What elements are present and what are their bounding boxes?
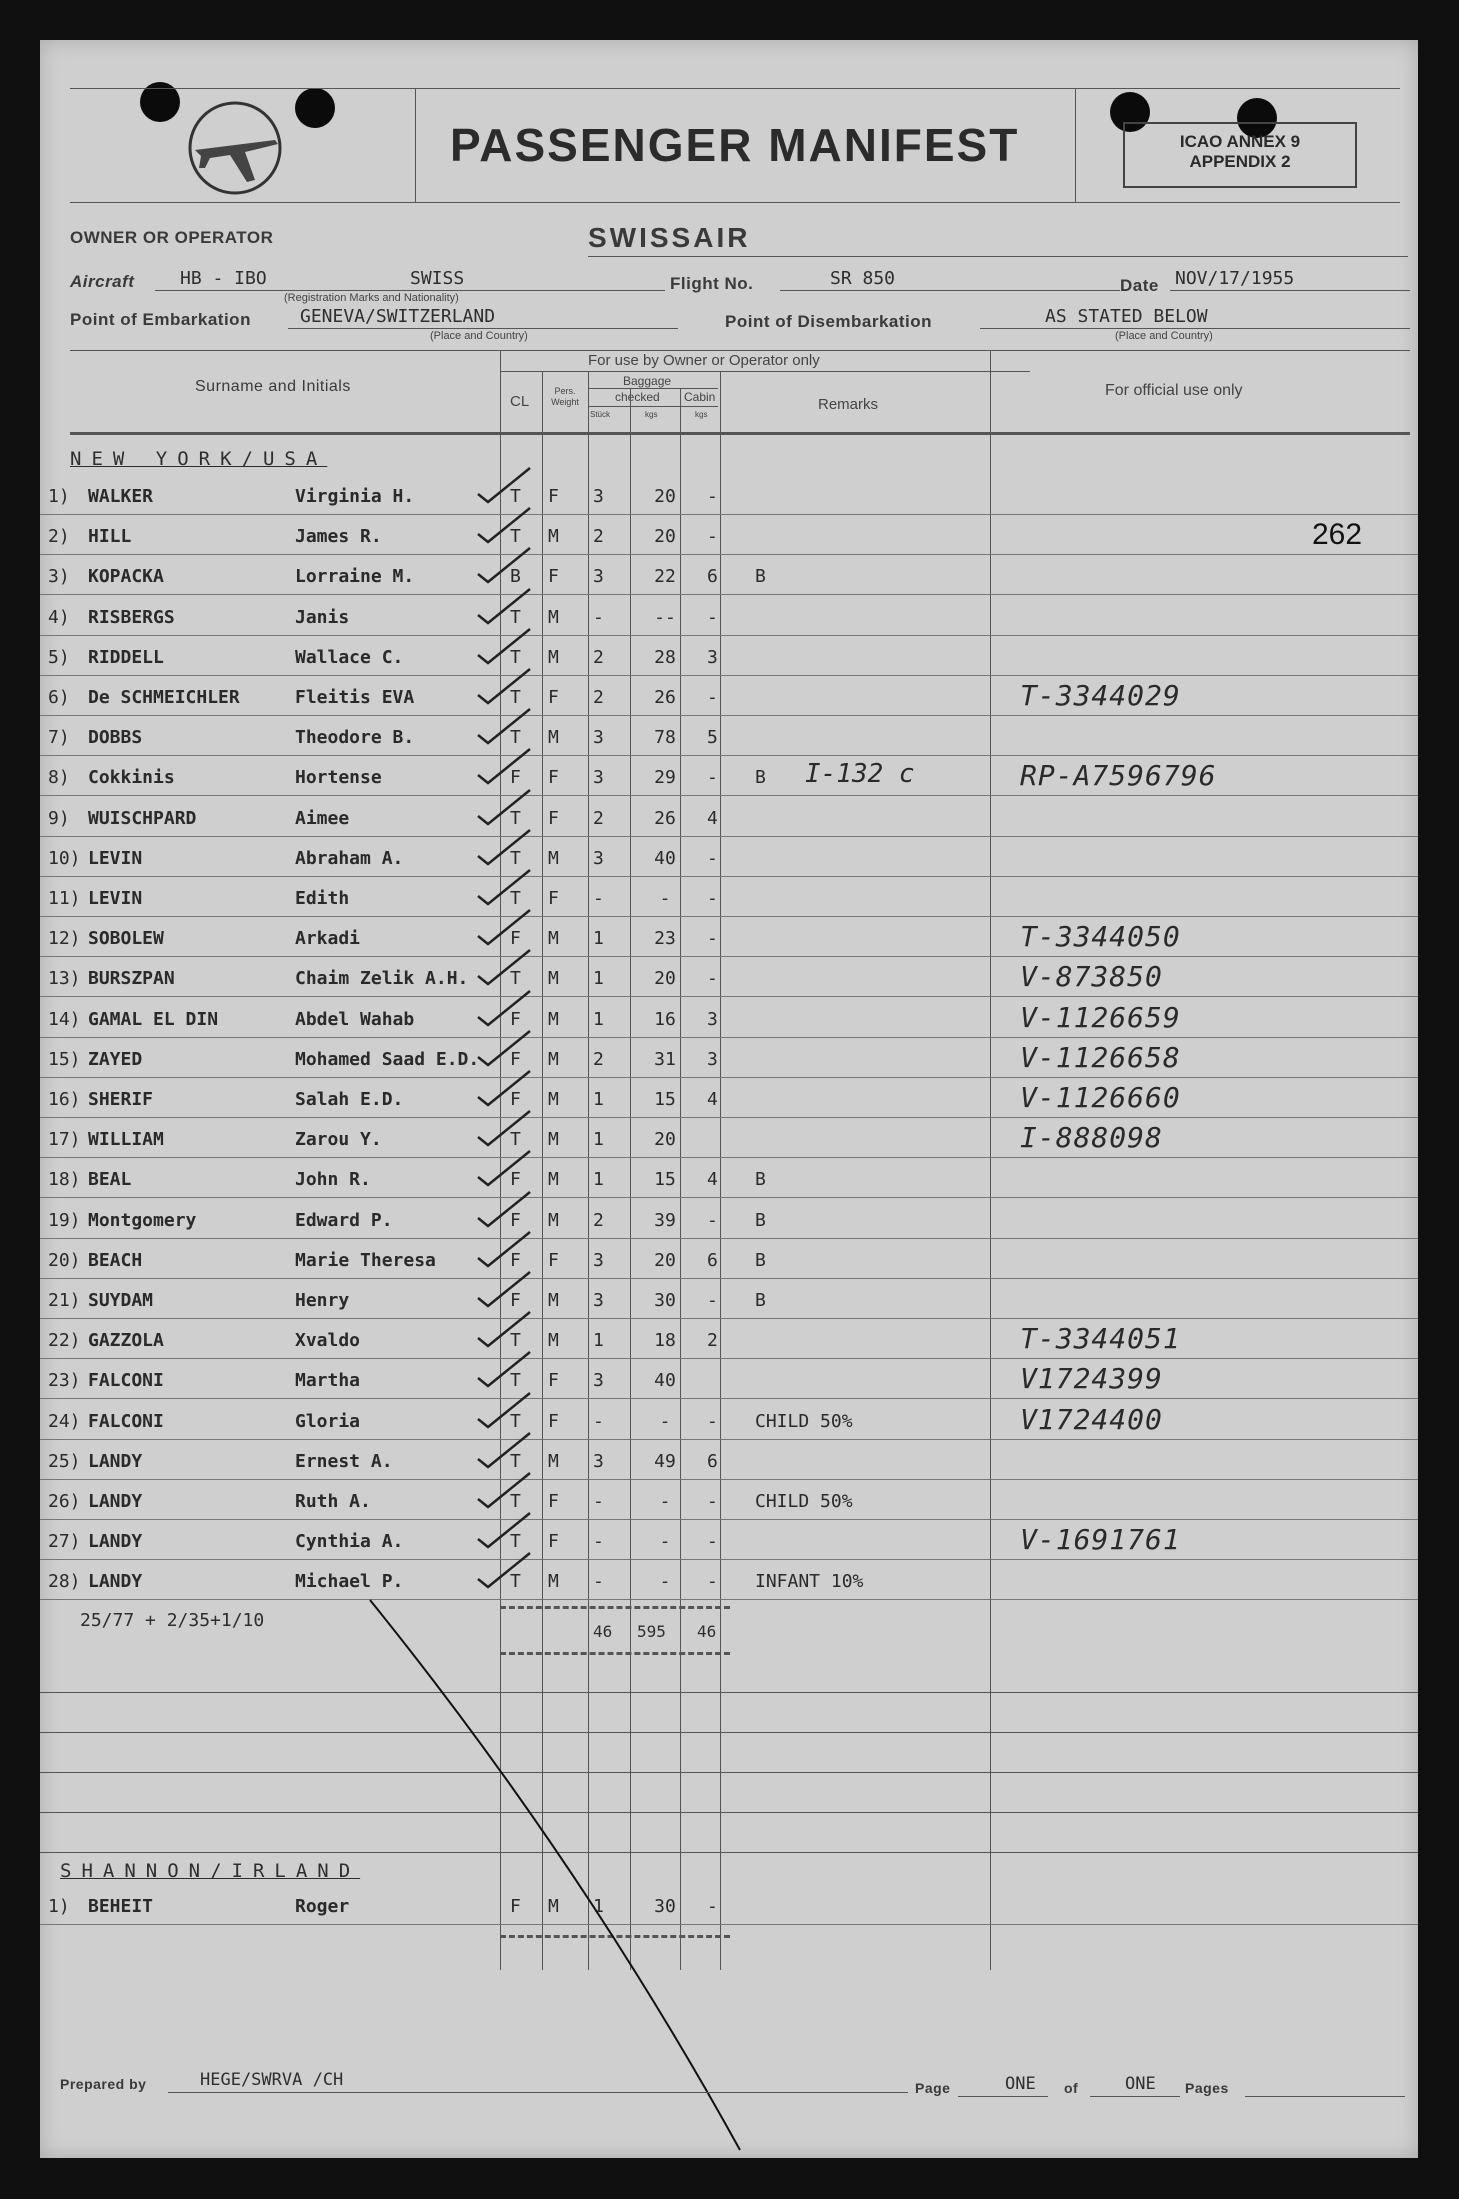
cell-kg: - bbox=[659, 1491, 671, 1512]
cell-n: 1) bbox=[48, 486, 70, 507]
cell-given: Wallace C. bbox=[295, 646, 404, 668]
cell-wt: F bbox=[548, 807, 559, 829]
cell-given: Lorraine M. bbox=[295, 566, 415, 588]
cell-surname: WALKER bbox=[88, 486, 154, 507]
cell-remark: CHILD 50% bbox=[755, 1410, 853, 1432]
cell-remark: INFANT 10% bbox=[755, 1571, 864, 1593]
cell-n: 11) bbox=[48, 888, 81, 909]
cell-wt: M bbox=[548, 847, 559, 869]
page-value: ONE bbox=[1005, 2074, 1036, 2094]
cell-n: 4) bbox=[48, 606, 70, 628]
flight-value: SR 850 bbox=[830, 268, 896, 289]
cell-surname: GAZZOLA bbox=[88, 1330, 164, 1352]
col-remarks: Remarks bbox=[818, 396, 879, 413]
cell-given: Cynthia A. bbox=[295, 1531, 404, 1553]
cell-kg: 22 bbox=[654, 566, 676, 588]
cell-given: Edith bbox=[295, 888, 350, 909]
cell-n: 25) bbox=[48, 1450, 81, 1472]
section-title: NEW YORK/USA bbox=[70, 448, 328, 470]
cell-wt: M bbox=[548, 968, 559, 990]
cell-cl: T bbox=[510, 486, 521, 507]
cell-pcs: 1 bbox=[593, 1008, 604, 1030]
nationality-value: SWISS bbox=[410, 268, 465, 289]
cell-cl: T bbox=[510, 1370, 521, 1392]
cell-cabin: - bbox=[707, 526, 718, 548]
cell-kg: 23 bbox=[654, 928, 676, 950]
cell-given: Xvaldo bbox=[295, 1330, 361, 1352]
page-title: PASSENGER MANIFEST bbox=[450, 119, 1020, 171]
pages-label: Pages bbox=[1185, 2080, 1229, 2096]
cell-given: Janis bbox=[295, 606, 350, 628]
cell-pcs: 1 bbox=[593, 1169, 604, 1191]
cell-official: T-3344050 bbox=[1020, 920, 1181, 954]
cell-remark: B bbox=[755, 1249, 766, 1271]
cell-given: James R. bbox=[295, 526, 382, 548]
cell-pcs: - bbox=[593, 888, 604, 909]
page-label: Page bbox=[915, 2080, 951, 2096]
embark-value: GENEVA/SWITZERLAND bbox=[300, 306, 496, 327]
cell-wt: M bbox=[548, 1129, 559, 1151]
page-number: 262 bbox=[1312, 518, 1363, 551]
col-surname: Surname and Initials bbox=[195, 378, 351, 395]
cell-wt: F bbox=[548, 1531, 559, 1553]
cell-given: Edward P. bbox=[295, 1209, 393, 1231]
cell-given: Zarou Y. bbox=[295, 1129, 382, 1151]
cell-cabin: 6 bbox=[707, 566, 718, 588]
cell-given: Mohamed Saad E.D. bbox=[295, 1048, 480, 1070]
place-caption-2: (Place and Country) bbox=[1115, 330, 1213, 342]
cell-cl: T bbox=[510, 727, 521, 749]
cell-wt: F bbox=[548, 888, 559, 909]
cell-wt: M bbox=[548, 1330, 559, 1352]
cell-pcs: 3 bbox=[593, 486, 604, 507]
cell-kg: 40 bbox=[654, 1370, 676, 1392]
cell-cl: F bbox=[510, 1008, 521, 1030]
cell-cl: F bbox=[510, 1048, 521, 1070]
cell-cl: F bbox=[510, 1290, 521, 1311]
cell-cabin: - bbox=[707, 1491, 718, 1512]
cell-wt: M bbox=[548, 1089, 559, 1110]
cell-given: Salah E.D. bbox=[295, 1089, 404, 1110]
cell-surname: HILL bbox=[88, 526, 132, 548]
col-pers-weight: Pers. Weight bbox=[551, 386, 579, 407]
cell-n: 8) bbox=[48, 767, 70, 789]
cell-pcs: 2 bbox=[593, 1209, 604, 1231]
cell-n: 12) bbox=[48, 928, 81, 950]
cell-n: 5) bbox=[48, 646, 70, 668]
cell-cl: F bbox=[510, 767, 521, 789]
cell-pcs: 3 bbox=[593, 1450, 604, 1472]
col-pcs: Stück bbox=[590, 410, 611, 419]
cell-surname: SHERIF bbox=[88, 1089, 154, 1110]
cell-wt: M bbox=[548, 1008, 559, 1030]
cell-cl: F bbox=[510, 928, 521, 950]
cell-remark: B bbox=[755, 767, 766, 789]
cell-kg: 26 bbox=[654, 807, 676, 829]
cell-cl: F bbox=[510, 1209, 521, 1231]
cell-pcs: - bbox=[593, 606, 604, 628]
cell-given: Martha bbox=[295, 1370, 361, 1392]
cell-surname: KOPACKA bbox=[88, 566, 164, 588]
cell-n: 15) bbox=[48, 1048, 81, 1070]
cell-given: Arkadi bbox=[295, 928, 361, 950]
totals-kg: 595 bbox=[637, 1622, 666, 1641]
place-caption: (Place and Country) bbox=[430, 330, 528, 342]
cell-given: Hortense bbox=[295, 767, 382, 789]
cell-official: T-3344051 bbox=[1020, 1322, 1181, 1356]
cell-n: 9) bbox=[48, 807, 70, 829]
date-label: Date bbox=[1120, 276, 1159, 295]
aircraft-value: HB - IBO bbox=[180, 268, 267, 289]
cell-n: 2) bbox=[48, 526, 70, 548]
cell-official: V1724399 bbox=[1020, 1362, 1163, 1396]
cell-cabin: - bbox=[707, 606, 718, 628]
cell-official: V-1691761 bbox=[1020, 1523, 1181, 1557]
cell-cabin: - bbox=[707, 968, 718, 990]
cell-kg: 29 bbox=[654, 767, 676, 789]
cell-cl: T bbox=[510, 1129, 521, 1151]
cell-cabin: 3 bbox=[707, 1008, 718, 1030]
cell-cabin: 4 bbox=[707, 807, 718, 829]
cell-kg: 30 bbox=[654, 1290, 676, 1311]
cell-cabin: - bbox=[707, 1209, 718, 1231]
cell-surname: BEHEIT bbox=[88, 1896, 154, 1917]
cell-kg: 30 bbox=[654, 1896, 676, 1917]
cell-cl: F bbox=[510, 1169, 521, 1191]
cell-n: 28) bbox=[48, 1571, 81, 1593]
cell-n: 23) bbox=[48, 1370, 81, 1392]
cell-wt: F bbox=[548, 486, 559, 507]
cell-wt: M bbox=[548, 606, 559, 628]
cell-pcs: 3 bbox=[593, 767, 604, 789]
cell-official: V1724400 bbox=[1020, 1402, 1163, 1436]
cell-cabin: - bbox=[707, 928, 718, 950]
cell-surname: LANDY bbox=[88, 1450, 143, 1472]
cell-cl: T bbox=[510, 968, 521, 990]
cell-given: Henry bbox=[295, 1290, 350, 1311]
cell-pcs: 1 bbox=[593, 928, 604, 950]
cell-cabin: - bbox=[707, 767, 718, 789]
cell-kg: 20 bbox=[654, 1129, 676, 1151]
cell-kg: 78 bbox=[654, 727, 676, 749]
of-label: of bbox=[1064, 2080, 1079, 2096]
cell-given: Abdel Wahab bbox=[295, 1008, 415, 1030]
cell-n: 7) bbox=[48, 727, 70, 749]
cell-cl: T bbox=[510, 606, 521, 628]
icao-line1: ICAO ANNEX 9 bbox=[1179, 132, 1301, 151]
cell-given: Ernest A. bbox=[295, 1450, 393, 1472]
cell-pcs: 2 bbox=[593, 526, 604, 548]
cell-wt: F bbox=[548, 687, 559, 708]
cell-given: Theodore B. bbox=[295, 727, 415, 749]
cell-surname: Cokkinis bbox=[88, 767, 175, 789]
aircraft-label: Aircraft bbox=[70, 272, 135, 291]
cell-wt: F bbox=[548, 1370, 559, 1392]
cell-cabin: - bbox=[707, 687, 718, 708]
cell-pcs: 3 bbox=[593, 566, 604, 588]
prepared-value: HEGE/SWRVA /CH bbox=[200, 2070, 344, 2090]
cell-n: 20) bbox=[48, 1249, 81, 1271]
cell-cabin: 4 bbox=[707, 1089, 718, 1110]
cell-surname: ZAYED bbox=[88, 1048, 143, 1070]
cell-wt: M bbox=[548, 646, 559, 668]
cell-remark: B bbox=[755, 566, 766, 588]
cell-pcs: 1 bbox=[593, 1330, 604, 1352]
cell-cl: T bbox=[510, 888, 521, 909]
cell-wt: M bbox=[548, 1896, 559, 1917]
cell-surname: WILLIAM bbox=[88, 1129, 164, 1151]
cell-given: Fleitis EVA bbox=[295, 687, 415, 708]
cell-official: T-3344029 bbox=[1020, 679, 1181, 712]
cell-cabin: 6 bbox=[707, 1450, 718, 1472]
cell-cabin: - bbox=[707, 486, 718, 507]
cell-pcs: 1 bbox=[593, 1896, 604, 1917]
cell-kg: 15 bbox=[654, 1169, 676, 1191]
cell-given: John R. bbox=[295, 1169, 371, 1191]
cell-pcs: 2 bbox=[593, 807, 604, 829]
cell-kg: 15 bbox=[654, 1089, 676, 1110]
cell-wt: M bbox=[548, 727, 559, 749]
cell-pcs: 3 bbox=[593, 1290, 604, 1311]
col-checked: checked bbox=[615, 390, 660, 404]
cell-cabin: - bbox=[707, 1531, 718, 1553]
cell-cabin: - bbox=[707, 1896, 718, 1917]
cell-surname: BURSZPAN bbox=[88, 968, 175, 990]
col-kgs: kgs bbox=[645, 410, 658, 419]
cell-official: V-1126658 bbox=[1020, 1040, 1181, 1074]
cell-n: 24) bbox=[48, 1410, 81, 1432]
cell-cl: F bbox=[510, 1896, 521, 1917]
cell-n: 17) bbox=[48, 1129, 81, 1151]
cell-surname: SOBOLEW bbox=[88, 928, 164, 950]
cell-kg: 20 bbox=[654, 1249, 676, 1271]
cell-n: 18) bbox=[48, 1169, 81, 1191]
cell-kg: 20 bbox=[654, 486, 676, 507]
cell-pcs: - bbox=[593, 1410, 604, 1432]
cell-cl: T bbox=[510, 847, 521, 869]
cell-kg: -- bbox=[654, 606, 676, 628]
cell-official: V-873850 bbox=[1020, 960, 1163, 994]
cell-remark: B bbox=[755, 1169, 766, 1191]
cell-kg: - bbox=[659, 1531, 671, 1553]
cell-kg: - bbox=[659, 888, 671, 909]
cell-pcs: 3 bbox=[593, 1249, 604, 1271]
cell-cabin: 5 bbox=[707, 727, 718, 749]
cell-cabin: 6 bbox=[707, 1249, 718, 1271]
cell-pcs: 1 bbox=[593, 1129, 604, 1151]
cell-surname: RIDDELL bbox=[88, 646, 164, 668]
cell-given: Abraham A. bbox=[295, 847, 404, 869]
cell-given: Roger bbox=[295, 1896, 350, 1917]
cell-surname: RISBERGS bbox=[88, 606, 175, 628]
cell-kg: 20 bbox=[654, 526, 676, 548]
cell-n: 6) bbox=[48, 687, 70, 708]
cell-kg: 18 bbox=[654, 1330, 676, 1352]
cell-given: Virginia H. bbox=[295, 486, 415, 507]
cell-pcs: - bbox=[593, 1531, 604, 1553]
cell-surname: FALCONI bbox=[88, 1370, 164, 1392]
cell-surname: DOBBS bbox=[88, 727, 143, 749]
cell-pcs: 3 bbox=[593, 727, 604, 749]
cell-cl: T bbox=[510, 1450, 521, 1472]
cell-given: Ruth A. bbox=[295, 1491, 371, 1512]
cell-remark: B bbox=[755, 1290, 766, 1311]
cell-cl: F bbox=[510, 1249, 521, 1271]
cell-surname: BEACH bbox=[88, 1249, 143, 1271]
cell-n: 19) bbox=[48, 1209, 81, 1231]
registration-caption: (Registration Marks and Nationality) bbox=[284, 292, 459, 304]
cell-kg: - bbox=[659, 1571, 671, 1593]
cell-surname: FALCONI bbox=[88, 1410, 164, 1432]
cell-n: 26) bbox=[48, 1491, 81, 1512]
totals-cabin: 46 bbox=[697, 1622, 717, 1641]
of-value: ONE bbox=[1125, 2074, 1156, 2094]
cell-given: Chaim Zelik A.H. bbox=[295, 968, 469, 990]
col-official: For official use only bbox=[1105, 382, 1243, 399]
date-value: NOV/17/1955 bbox=[1175, 268, 1295, 289]
cell-wt: F bbox=[548, 1491, 559, 1512]
cell-surname: SUYDAM bbox=[88, 1290, 154, 1311]
cell-cl: F bbox=[510, 1089, 521, 1110]
cell-kg: 20 bbox=[654, 968, 676, 990]
totals-pcs: 46 bbox=[593, 1622, 613, 1641]
cell-kg: 39 bbox=[654, 1209, 676, 1231]
cell-n: 21) bbox=[48, 1290, 81, 1311]
cell-cl: T bbox=[510, 1491, 521, 1512]
cell-n: 22) bbox=[48, 1330, 81, 1352]
totals-summary: 25/77 + 2/35+1/10 bbox=[80, 1610, 265, 1631]
cell-wt: F bbox=[548, 1410, 559, 1432]
cell-cl: T bbox=[510, 1571, 521, 1593]
cell-n: 16) bbox=[48, 1089, 81, 1110]
cell-given: Gloria bbox=[295, 1410, 361, 1432]
cell-remark: CHILD 50% bbox=[755, 1491, 853, 1512]
cell-surname: LANDY bbox=[88, 1571, 143, 1593]
cell-official: V-1126660 bbox=[1020, 1081, 1181, 1114]
cell-wt: M bbox=[548, 1209, 559, 1231]
cell-cl: T bbox=[510, 526, 521, 548]
cell-surname: Montgomery bbox=[88, 1209, 197, 1231]
cell-n: 27) bbox=[48, 1531, 81, 1553]
cell-kg: 40 bbox=[654, 847, 676, 869]
cell-remark2: I-132 c bbox=[805, 759, 915, 790]
cell-surname: GAMAL EL DIN bbox=[88, 1008, 219, 1030]
col-cabin: Cabin bbox=[684, 390, 716, 404]
cell-wt: M bbox=[548, 1450, 559, 1472]
cell-wt: M bbox=[548, 928, 559, 950]
cell-pcs: 2 bbox=[593, 687, 604, 708]
cell-surname: LEVIN bbox=[88, 847, 143, 869]
cell-surname: De SCHMEICHLER bbox=[88, 687, 240, 708]
cell-cl: B bbox=[510, 566, 521, 588]
cell-pcs: 3 bbox=[593, 1370, 604, 1392]
cell-cabin: 3 bbox=[707, 1048, 718, 1070]
cell-given: Aimee bbox=[295, 807, 350, 829]
embark-label: Point of Embarkation bbox=[70, 310, 251, 329]
cell-cabin: - bbox=[707, 1410, 718, 1432]
cell-n: 14) bbox=[48, 1008, 81, 1030]
cell-official: RP-A7596796 bbox=[1020, 759, 1217, 793]
icao-line2: APPENDIX 2 bbox=[1189, 152, 1291, 171]
cell-wt: M bbox=[548, 1169, 559, 1191]
cell-kg: 16 bbox=[654, 1008, 676, 1030]
disembark-value: AS STATED BELOW bbox=[1045, 306, 1208, 327]
cell-kg: 26 bbox=[654, 687, 676, 708]
cell-pcs: 1 bbox=[593, 968, 604, 990]
cell-wt: F bbox=[548, 1249, 559, 1271]
cell-surname: WUISCHPARD bbox=[88, 807, 197, 829]
cell-surname: LEVIN bbox=[88, 888, 143, 909]
cell-n: 10) bbox=[48, 847, 81, 869]
cell-wt: M bbox=[548, 1048, 559, 1070]
cell-pcs: - bbox=[593, 1491, 604, 1512]
operator-name: SWISSAIR bbox=[588, 222, 751, 253]
cell-pcs: 2 bbox=[593, 1048, 604, 1070]
cell-cl: T bbox=[510, 646, 521, 668]
cell-cabin: - bbox=[707, 888, 718, 909]
col-baggage: Baggage bbox=[623, 374, 672, 388]
cell-n: 1) bbox=[48, 1896, 70, 1917]
cell-cabin: 4 bbox=[707, 1169, 718, 1191]
cell-cabin: - bbox=[707, 847, 718, 869]
cell-n: 3) bbox=[48, 566, 70, 588]
cell-kg: 49 bbox=[654, 1450, 676, 1472]
owner-label: OWNER OR OPERATOR bbox=[70, 228, 274, 247]
cell-pcs: 3 bbox=[593, 847, 604, 869]
cell-wt: M bbox=[548, 1571, 559, 1593]
strike-line bbox=[40, 40, 1418, 2158]
cell-cl: T bbox=[510, 687, 521, 708]
cell-wt: F bbox=[548, 566, 559, 588]
cell-pcs: 2 bbox=[593, 646, 604, 668]
cell-pcs: - bbox=[593, 1571, 604, 1593]
cell-given: Marie Theresa bbox=[295, 1249, 436, 1271]
cell-cl: T bbox=[510, 807, 521, 829]
cell-official: I-888098 bbox=[1020, 1121, 1163, 1155]
col-kgs-cabin: kgs bbox=[695, 410, 708, 419]
cell-wt: F bbox=[548, 767, 559, 789]
cell-cabin: 3 bbox=[707, 646, 718, 668]
cell-cabin: 2 bbox=[707, 1330, 718, 1352]
manifest-sheet bbox=[40, 40, 1418, 2158]
cell-cabin: - bbox=[707, 1571, 718, 1593]
cell-surname: BEAL bbox=[88, 1169, 132, 1191]
cell-pcs: 1 bbox=[593, 1089, 604, 1110]
cell-official: V-1126659 bbox=[1020, 1000, 1181, 1034]
cell-cabin: - bbox=[707, 1290, 718, 1311]
cell-n: 13) bbox=[48, 968, 81, 990]
flight-label: Flight No. bbox=[670, 274, 754, 293]
cell-given: Michael P. bbox=[295, 1571, 404, 1593]
cell-surname: LANDY bbox=[88, 1491, 143, 1512]
cell-remark: B bbox=[755, 1209, 766, 1231]
cell-kg: - bbox=[659, 1410, 671, 1432]
cell-kg: 31 bbox=[654, 1048, 676, 1070]
cell-wt: M bbox=[548, 526, 559, 548]
cell-cl: T bbox=[510, 1410, 521, 1432]
cell-kg: 28 bbox=[654, 646, 676, 668]
disembark-label: Point of Disembarkation bbox=[725, 312, 933, 331]
cell-cl: T bbox=[510, 1531, 521, 1553]
section2-title: SHANNON/IRLAND bbox=[60, 1860, 361, 1882]
cell-wt: M bbox=[548, 1290, 559, 1311]
col-owner-use: For use by Owner or Operator only bbox=[588, 352, 820, 369]
prepared-label: Prepared by bbox=[60, 2076, 147, 2092]
cell-surname: LANDY bbox=[88, 1531, 143, 1553]
cell-cl: T bbox=[510, 1330, 521, 1352]
col-cl: CL bbox=[510, 393, 530, 410]
